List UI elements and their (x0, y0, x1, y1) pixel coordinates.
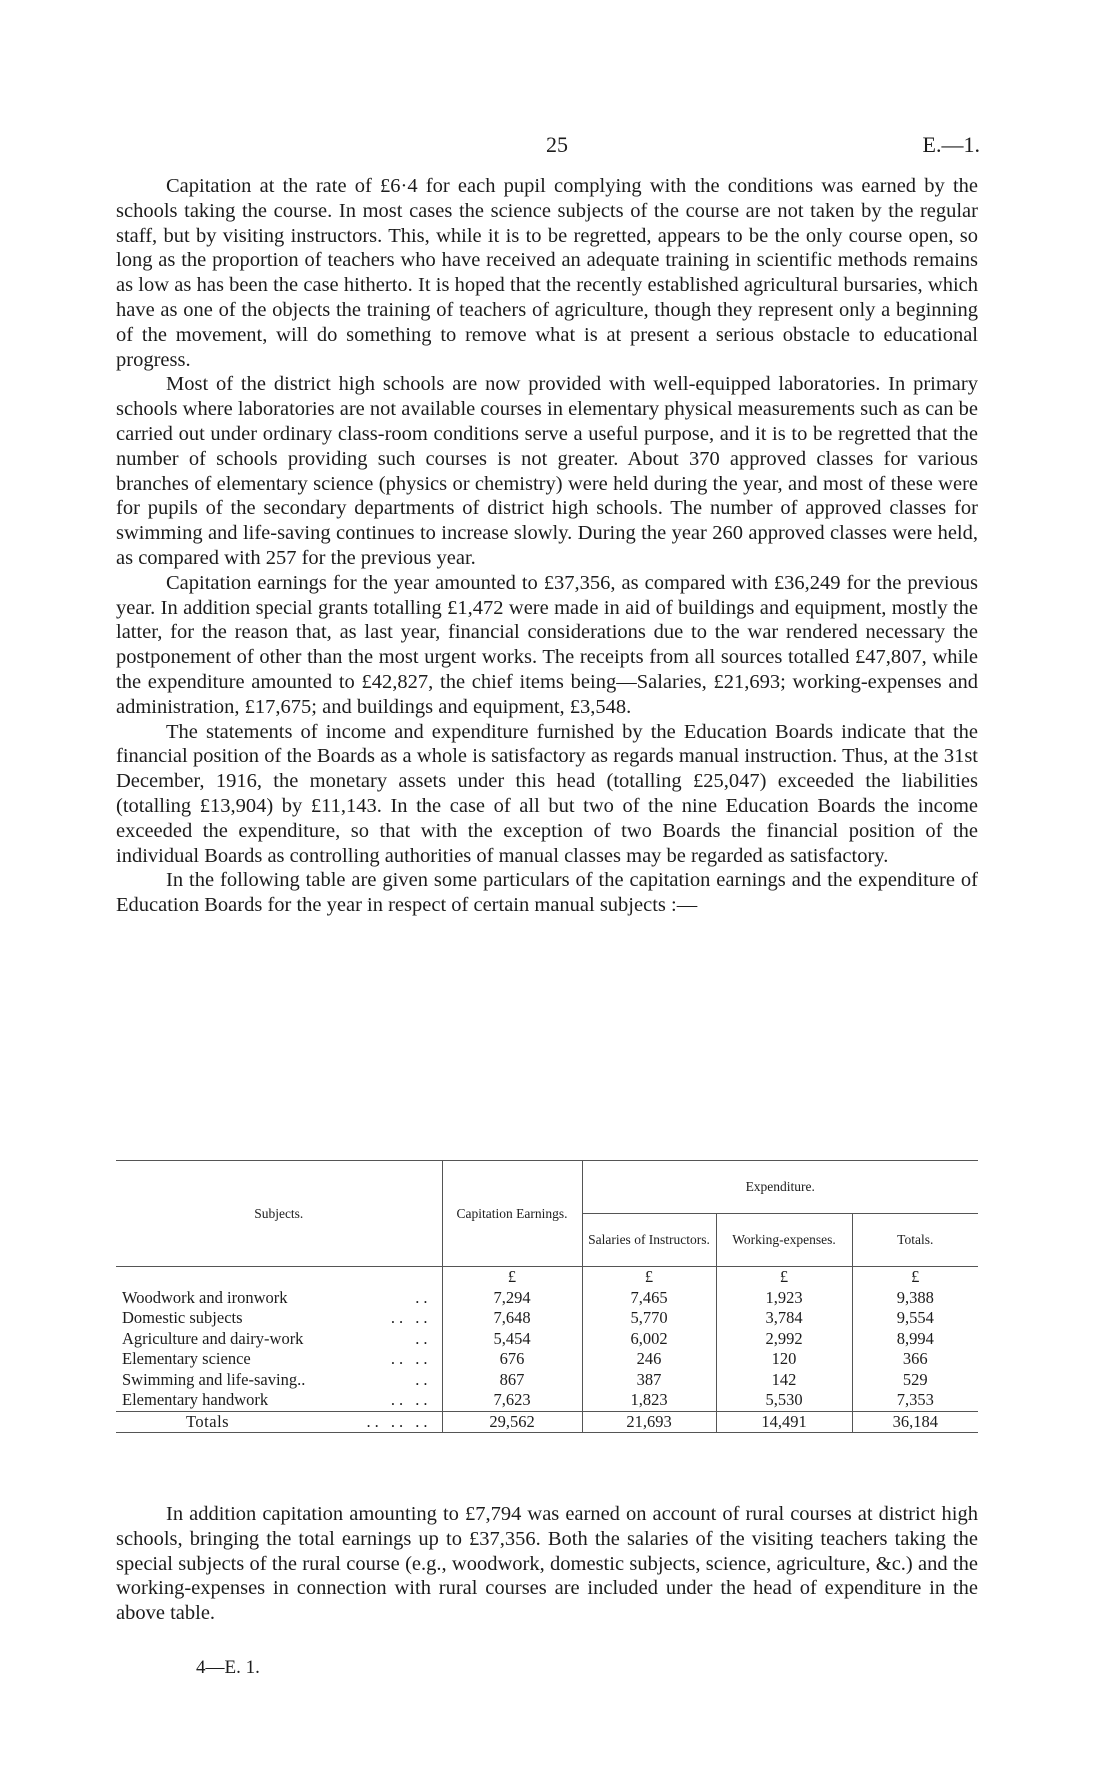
subject-cell (116, 1308, 442, 1329)
totals-working: 14,491 (716, 1411, 852, 1433)
capitation-cell: 7,648 (442, 1308, 582, 1329)
signature-mark: 4—E. 1. (196, 1657, 260, 1678)
table-body (116, 1267, 978, 1412)
totals-label: Totals (186, 1411, 230, 1431)
table-totals (116, 1411, 978, 1433)
leader-dots: .. (415, 1369, 432, 1389)
subject-name: Woodwork and ironwork (122, 1287, 288, 1307)
table-row (116, 1390, 978, 1411)
header-working: Working-expenses. (716, 1214, 852, 1267)
header-salaries: Salaries of Instructors. (582, 1214, 716, 1267)
unit-row (116, 1267, 978, 1288)
capitation-cell: 676 (442, 1349, 582, 1370)
capitation-cell: 867 (442, 1370, 582, 1391)
paragraph: In the following table are given some particulars of the capitation earnings and the expenditure of Education Boards for the year in respect of certain manual subjects :— (116, 869, 978, 917)
capitation-cell: 5,454 (442, 1329, 582, 1350)
salaries-cell: 5,770 (582, 1308, 716, 1329)
leader-dots: .. .. .. (366, 1411, 432, 1431)
total-cell: 9,388 (852, 1288, 978, 1309)
page-header (0, 132, 1114, 162)
unit-label: £ (442, 1267, 582, 1288)
working-cell: 2,992 (716, 1329, 852, 1350)
working-cell: 142 (716, 1370, 852, 1391)
capitation-cell: 7,623 (442, 1390, 582, 1411)
table-row (116, 1370, 978, 1391)
subject-name: Elementary handwork (122, 1390, 269, 1409)
table-row (116, 1308, 978, 1329)
subject-cell (116, 1390, 442, 1411)
paragraph: Capitation at the rate of £6·4 for each pupil complying with the conditions was earned by the schools taking the course. In most cases the science subjects of the course are not taken by the regular staff, but by visiting instructors. This, while it is to be regretted, appears to be the only course open, so long as the proportion of teachers who have received an adequate training in scientific methods remains as low as has been the case hitherto. It is hoped that the recently established agricultural bursaries, which have as one of the objects the training of teachers of agriculture, though they represent only a beginning of the movement, will do something to remove what is at present a serious obstacle to educational progress. (116, 175, 978, 371)
leader-dots: .. (415, 1328, 432, 1348)
salaries-cell: 246 (582, 1349, 716, 1370)
unit-spacer (116, 1267, 442, 1288)
subject-name: Swimming and life-saving.. (122, 1369, 306, 1389)
salaries-cell: 6,002 (582, 1329, 716, 1350)
salaries-cell: 1,823 (582, 1390, 716, 1411)
totals-row (116, 1411, 978, 1433)
header-capitation: Capitation Earnings. (442, 1161, 582, 1267)
subject-cell (116, 1370, 442, 1391)
subject-cell (116, 1349, 442, 1370)
header-subjects: Subjects. (116, 1161, 442, 1267)
data-table (116, 1160, 978, 1433)
closing-text (116, 1502, 978, 1626)
series-mark: E.—1. (922, 132, 980, 157)
unit-label: £ (582, 1267, 716, 1288)
totals-label-cell (116, 1411, 442, 1433)
paragraph: Capitation earnings for the year amounted to £37,356, as compared with £36,249 for the previous year. In addition special grants totalling £1,472 were made in aid of buildings and equipment, mostly the latter, for the reason that, as last year, financial considerations due to the war rendered necessary the postponement of other than the most urgent works. The receipts from all sources totalled £47,807, while the expenditure amounted to £42,827, the chief items being—Salaries, £21,693; working-expenses and administration, £17,675; and buildings and equipment, £3,548. (116, 571, 978, 718)
subject-name: Agriculture and dairy-work (122, 1328, 304, 1348)
manual-subjects-table (116, 1160, 978, 1433)
capitation-cell: 7,294 (442, 1288, 582, 1309)
total-cell: 529 (852, 1370, 978, 1391)
salaries-cell: 387 (582, 1370, 716, 1391)
page-number: 25 (546, 132, 568, 157)
body-text (116, 174, 978, 918)
working-cell: 5,530 (716, 1390, 852, 1411)
totals-capitation: 29,562 (442, 1411, 582, 1433)
subject-name: Domestic subjects (122, 1308, 243, 1327)
unit-label: £ (852, 1267, 978, 1288)
total-cell: 9,554 (852, 1308, 978, 1329)
paragraph: The statements of income and expenditure furnished by the Education Boards indicate that the financial position of the Boards as a whole is satisfactory as regards manual instruction. Thus, at the 31st December, 1916, the monetary assets under this head (totalling £25,047) exceeded the liabilities (totalling £13,904) by £11,143. In the case of all but two of the nine Education Boards the income exceeded the expenditure, so that with the exception of two Boards the financial position of the individual Boards as controlling authorities of manual classes may be regarded as satisfactory. (116, 720, 978, 867)
total-cell: 7,353 (852, 1390, 978, 1411)
paragraph: In addition capitation amounting to £7,794 was earned on account of rural courses at district high schools, bringing the total earnings up to £37,356. Both the salaries of the visiting teachers taking the special subjects of the rural course (e.g., woodwork, domestic subjects, science, agriculture, &c.) and the working-expenses in connection with rural courses are included under the head of expenditure in the above table. (116, 1503, 978, 1625)
subject-name: Elementary science (122, 1349, 251, 1368)
leader-dots: .. .. (390, 1308, 432, 1327)
table-row (116, 1349, 978, 1370)
salaries-cell: 7,465 (582, 1288, 716, 1309)
leader-dots: .. .. (390, 1390, 432, 1409)
leader-dots: .. (415, 1287, 432, 1307)
working-cell: 1,923 (716, 1288, 852, 1309)
leader-dots: .. .. (390, 1349, 432, 1368)
subject-cell (116, 1329, 442, 1350)
table-row (116, 1288, 978, 1309)
paragraph: Most of the district high schools are now provided with well-equipped laboratories. In primary schools where laboratories are not available courses in elementary physical measurements such as can be carried out under ordinary class-room conditions serve a useful purpose, and it is to be regretted that the number of schools providing such courses is not greater. About 370 approved classes for various branches of elementary science (physics or chemistry) were held during the year, and most of these were for pupils of the secondary departments of district high schools. The number of approved classes for swimming and life-saving continues to increase slowly. During the year 260 approved classes were held, as compared with 257 for the previous year. (116, 373, 978, 569)
working-cell: 120 (716, 1349, 852, 1370)
totals-salaries: 21,693 (582, 1411, 716, 1433)
subject-cell (116, 1288, 442, 1309)
total-cell: 8,994 (852, 1329, 978, 1350)
total-cell: 366 (852, 1349, 978, 1370)
header-expenditure: Expenditure. (582, 1161, 978, 1214)
header-totals: Totals. (852, 1214, 978, 1267)
table-row (116, 1329, 978, 1350)
working-cell: 3,784 (716, 1308, 852, 1329)
unit-label: £ (716, 1267, 852, 1288)
totals-total: 36,184 (852, 1411, 978, 1433)
